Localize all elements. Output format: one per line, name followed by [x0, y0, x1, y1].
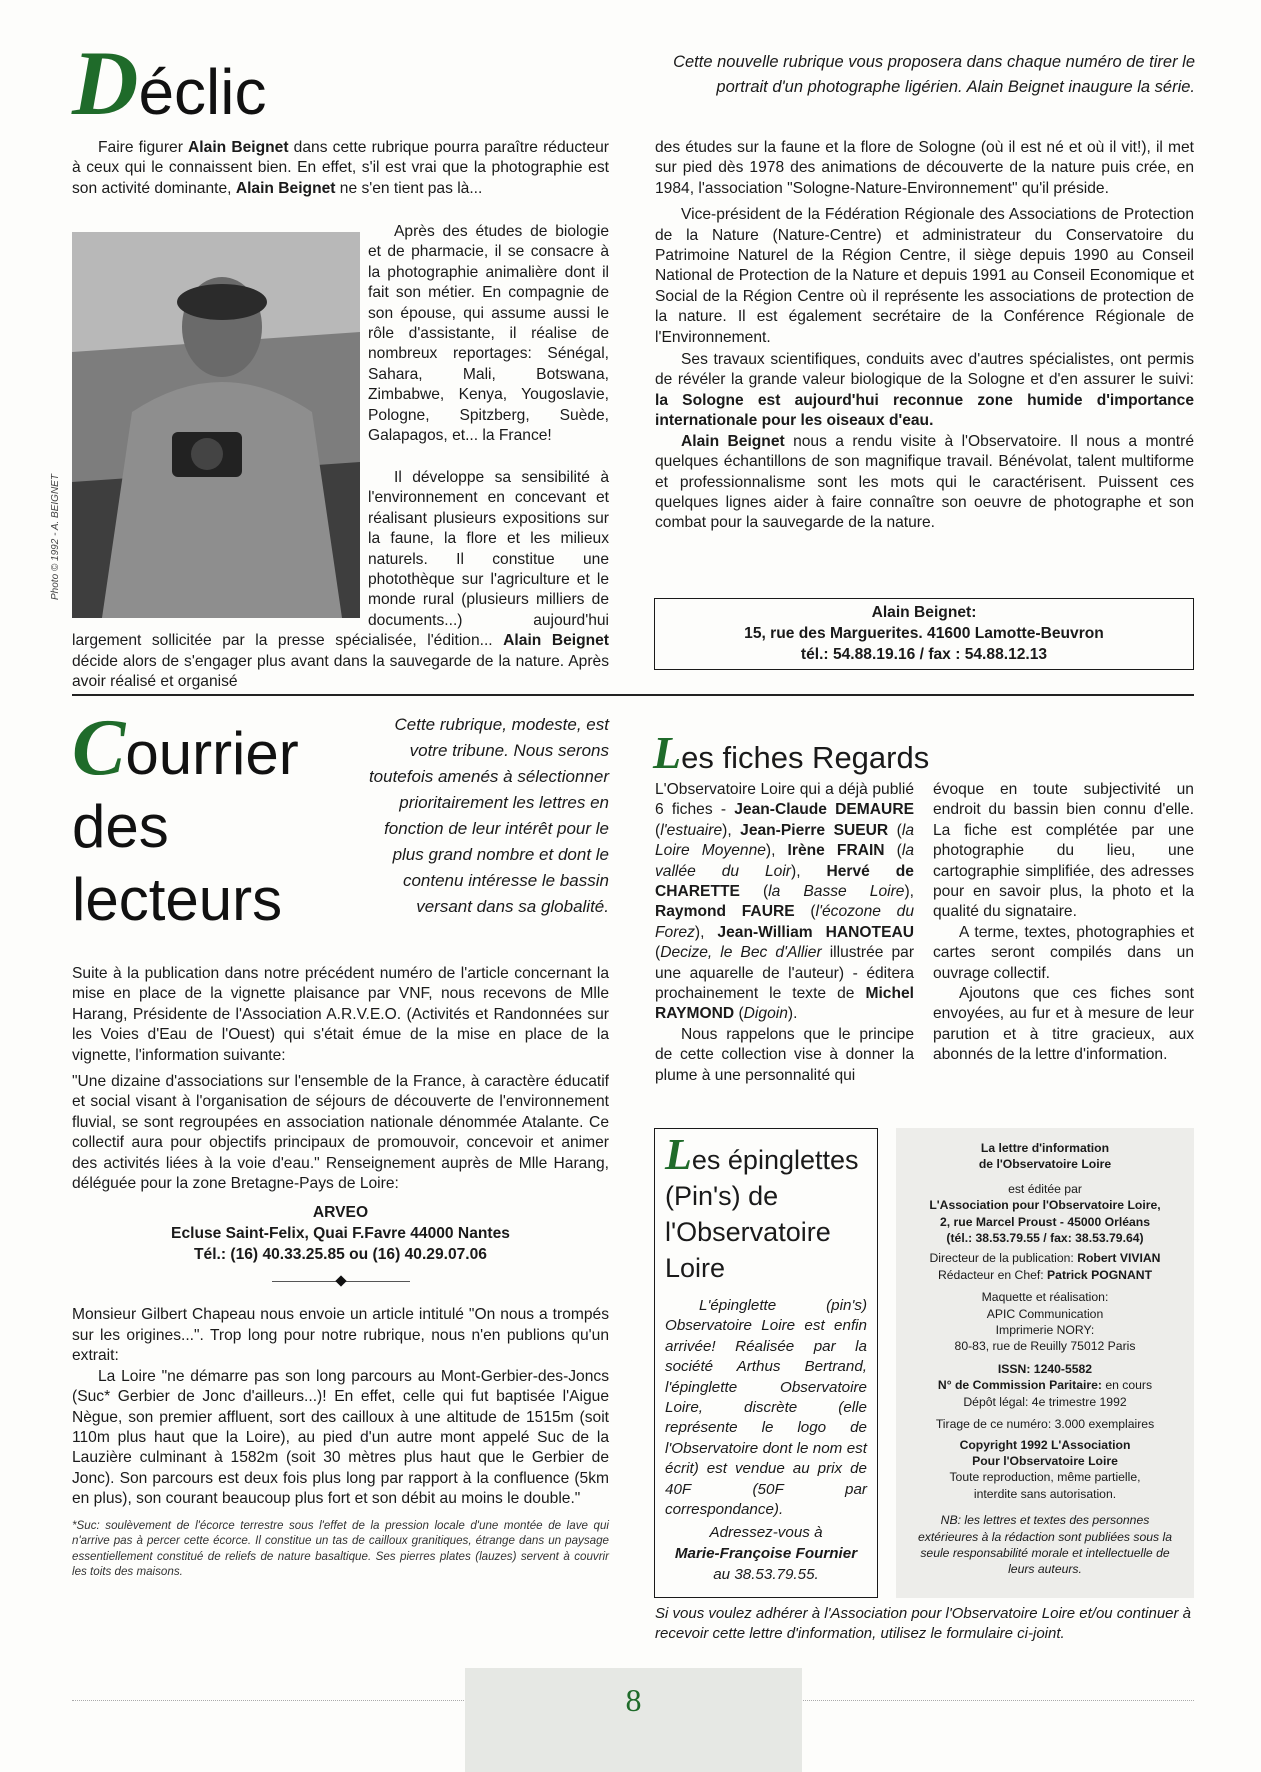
declic-p3-b: décide alors de s'engager plus avant dans la sauvegarde de la nature. Après avoir réalisé et organisé: [72, 652, 609, 691]
colophon-l4: L'Association pour l'Observatoire Loire,: [929, 1198, 1161, 1213]
fiches-col1-p1: [655, 780, 914, 1025]
colophon-l6: (tél.: 38.53.79.55 / fax: 38.53.79.64): [946, 1231, 1144, 1246]
fiches-col2-p2: A terme, textes, photographies et cartes seront compilés dans un ouvrage collectif.: [933, 923, 1194, 982]
text-run: (: [884, 842, 902, 860]
pins-contact-lead: Adressez-vous à: [709, 1524, 823, 1542]
courrier-body: [72, 964, 609, 1580]
colophon-l7: Directeur de la publication: Robert VIVIAN: [929, 1251, 1161, 1266]
ornament-divider: [72, 1269, 609, 1295]
colophon-l15: Dépôt légal: 4e trimestre 1992: [963, 1394, 1127, 1409]
colophon-l12: 80-83, rue de Reuilly 75012 Paris: [954, 1339, 1136, 1354]
colophon-l5: 2, rue Marcel Proust - 45000 Orléans: [940, 1214, 1150, 1229]
fiches-title: Les fiches Regards: [653, 727, 930, 778]
text-run: L'Observatoire Loire qui a déjà publié 6 fiches -: [655, 781, 914, 819]
text-run: ),: [722, 821, 741, 839]
declic-right-col: [655, 138, 1194, 534]
colophon-l10: APIC Communication: [986, 1306, 1104, 1321]
author-name: Michel RAYMOND: [655, 985, 914, 1023]
declic-r2: Vice-président de la Fédération Régionale des Associations de Protection de la Nature (Nature-Centre) et administrateur du Conservatoire du Patrimoine Naturel de la Région Centre, il siège depuis 1990 au Conseil National de Protection de la Nature et depuis 1991 au Conseil Economique et Social de la Région Centre où il représente les associations de protection de la nature. Il est également secrétaire de la Conférence Régionale de l'Environnement.: [655, 206, 1194, 346]
declic-title: [72, 32, 267, 134]
pins-title: Les épinglettes (Pin's) de l'Observatoire Loire: [665, 1130, 859, 1283]
pins-contact-tel: au 38.53.79.55.: [713, 1566, 819, 1584]
arveo-name: ARVEO: [312, 1204, 369, 1222]
place-name: Digoin: [743, 1005, 788, 1023]
declic-p1: Faire figurer Alain Beignet dans cette rubrique pourra paraître réducteur à ceux qui le connaissent bien. En effet, s'il est vrai que la photographie est son activité dominante, Alain Beignet ne s'en tient pas là...: [72, 139, 609, 197]
author-name: Irène FRAIN: [787, 842, 885, 860]
address-name: Alain Beignet:: [871, 604, 977, 621]
colophon: [896, 1128, 1194, 1598]
photo-credit: Photo © 1992 - A. BEIGNET: [50, 474, 61, 600]
pins-body: L'épinglette (pin's) Observatoire Loire est enfin arrivée! Réalisée par la société Arthus Bertrand, l'épinglette Observatoire Loire, discrète (elle représente le logo de l'Observatoire dont le nom est écrit) est vendue au prix de 40F (50F par correspondance).: [665, 1297, 867, 1519]
colophon-l16: Tirage de ce numéro: 3.000 exemplaires: [935, 1417, 1155, 1432]
text-run: illustrée par une aquarelle de l'auteur) - éditera prochainement le texte de: [655, 944, 915, 1003]
declic-address-box: [654, 598, 1194, 670]
fiches-dropcap: L: [653, 727, 682, 778]
text-run: (: [739, 883, 769, 901]
colophon-l1: La lettre d'information: [980, 1141, 1110, 1155]
colophon-nb: NB: les lettres et textes des personnes extérieures à la rédaction sont publiées sous la seule responsabilité morale et intellectuelle de leurs auteurs.: [917, 1513, 1173, 1577]
author-name: Jean-Claude DEMAURE: [734, 801, 914, 819]
fiches-col2: [933, 780, 1194, 1066]
courrier-title: Courrier des lecteurs: [72, 704, 299, 933]
text-run: (: [734, 1005, 744, 1023]
courrier-p2: "Une dizaine d'associations sur l'ensemble de la France, à caractère éducatif et social visant à l'organisation de séjours de découverte de l'environnement fluvial, se sont regroupées en association nationale dénommée Atalante. Ce collectif aura pour objectifs principaux de promouvoir, concevoir et animer des activités liées à la voie d'eau." Renseignement auprès de Mlle Harang, déléguée pour la zone Bretagne-Pays de Loire:: [72, 1073, 609, 1193]
text-run: ),: [904, 883, 914, 901]
text-run: (: [655, 821, 661, 839]
declic-dropcap: D: [72, 32, 139, 134]
courrier-intro: Cette rubrique, modeste, est votre tribune. Nous serons toutefois amenés à sélectionner prioritairement les lettres en fonction de leur intérêt pour le plus grand nombre et dont le contenu intéresse le bassin versant dans sa globalité.: [368, 715, 609, 916]
place-name: la Loire Moyenne: [655, 821, 914, 860]
colophon-l14: N° de Commission Paritaire: en cours: [937, 1378, 1153, 1393]
pins-contact-name: Marie-Françoise Fournier: [674, 1545, 858, 1563]
courrier-dropcap: C: [72, 704, 126, 792]
colophon-l11: Imprimerie NORY:: [995, 1323, 1095, 1338]
pins-dropcap: L: [665, 1130, 692, 1179]
declic-r3: Ses travaux scientifiques, conduits avec d'autres spécialistes, ont permis de révéler la grande valeur biologique de la Sologne et d'en assurer le suivi: la Sologne est aujourd'hui reconnue zone humide d'importance internationale pour les oiseaux d'eau.: [655, 351, 1194, 430]
section-divider: [72, 694, 1194, 696]
text-run: (: [794, 903, 816, 921]
footer-band: [465, 1668, 802, 1772]
courrier-p3: Monsieur Gilbert Chapeau nous envoie un article intitulé "On nous a trompés sur les origines...". Trop long pour notre rubrique, nous n'en publions qu'un extrait:: [72, 1306, 609, 1365]
declic-title-rest: éclic: [138, 56, 267, 128]
place-name: l'estuaire: [660, 821, 723, 839]
address-line: 15, rue des Marguerites. 41600 Lamotte-Beuvron: [744, 625, 1104, 642]
text-run: (: [655, 944, 661, 962]
colophon-l2: de l'Observatoire Loire: [978, 1157, 1112, 1172]
colophon-l18: Pour l'Observatoire Loire: [972, 1453, 1118, 1468]
colophon-l13: ISSN: 1240-5582: [997, 1361, 1093, 1376]
place-name: Decize, le Bec d'Allier: [660, 944, 822, 962]
fiches-col1-p2: Nous rappelons que le principe de cette collection vise à donner la plume à une personnalité qui: [655, 1025, 914, 1084]
colophon-l20: interdite sans autorisation.: [973, 1486, 1117, 1501]
colophon-l3: est éditée par: [1008, 1181, 1082, 1196]
place-name: l'écozone du Forez: [655, 903, 915, 941]
fiches-col2-p1: évoque en toute subjectivité un endroit du bassin bien connu d'elle. La fiche est complétée par une photographie du lieu, une cartographie simplifiée, des adresses pour en savoir plus, la photo et la qualité du signataire.: [933, 781, 1194, 921]
text-run: ),: [765, 842, 788, 860]
declic-p3-a: Il développe sa sensibilité à l'environnement en concevant et réalisant plusieurs expositions sur la faune, la flore et les milieux naturels. Il constitue une photothèque sur l'agriculture et le monde rural (plusieurs milliers de documents...) aujourd'hui largement sollicitée par la presse spécialisée, l'édition...: [72, 469, 609, 650]
declic-intro: Cette nouvelle rubrique vous proposera dans chaque numéro de tirer le portrait d'un photographe ligérien. Alain Beignet inaugure la série.: [673, 53, 1195, 96]
declic-r4: Alain Beignet nous a rendu visite à l'Observatoire. Il nous a montré quelques échantillons de son magnifique travail. Bénévolat, talent multiforme et professionnalisme sont les mots qui le caractérisent. Puissent ces quelques lignes aider à faire connaître son oeuvre de photographe et son combat pour la sauvegarde de la nature.: [655, 432, 1194, 532]
courrier-p1: Suite à la publication dans notre précédent numéro de l'article concernant la mise en place de la vignette plaisance par VNF, nous recevons de Mlle Harang, Présidente de l'Association A.R.V.E.O. (Activités et Randonnées sur les Voies d'Eau de l'Ouest) qui s'était émue de la mise en place de la vignette, l'information suivante:: [72, 965, 609, 1064]
author-name: Hervé de CHARETTE: [655, 862, 914, 901]
declic-p3-wrap: Il développe sa sensibilité à l'environnement en concevant et réalisant plusieurs expositions sur la faune, la flore et les milieux naturels. Il constitue une photothèque sur l'agriculture et le monde rural (plusieurs milliers de documents...) aujourd'hui largement sollicitée par la presse spécialisée, l'édition... Alain Beignet décide alors de s'engager plus avant dans la sauvegarde de la nature. Après avoir réalisé et organisé: [72, 469, 610, 691]
colophon-l9: Maquette et réalisation:: [981, 1290, 1109, 1305]
colophon-l19: Toute reproduction, même partielle,: [949, 1470, 1141, 1485]
author-name: Raymond FAURE: [655, 903, 795, 921]
courrier-p4: La Loire "ne démarre pas son long parcours au Mont-Gerbier-des-Joncs (Suc* Gerbier de Jonc d'ailleurs...)! En effet, celle qui fut baptisée l'Aigue Nègue, son premier affluent, sort des cailloux à une altitude de 1515m (soit 110m plus haut que la Loire), au pied d'un autre mont appelé Suc de la Lauzière culminant à 1582m (soit 30 mètres plus haut que le Gerbier de Jonc). Son parcours est deux fois plus long par rapport à la confluence (5km en plus), son courant beaucoup plus fort et son débit au moins le double.": [72, 1367, 609, 1508]
page-number: 8: [625, 1682, 642, 1718]
arveo-addr: Ecluse Saint-Felix, Quai F.Favre 44000 Nantes: [171, 1225, 510, 1243]
arveo-tel: Tél.: (16) 40.33.25.85 ou (16) 40.29.07.06: [194, 1246, 487, 1264]
colophon-l8: Rédacteur en Chef: Patrick POGNANT: [937, 1267, 1153, 1282]
fiches-col1: [655, 780, 914, 1086]
text-run: (: [888, 821, 902, 839]
place-name: la vallée du Loir: [655, 842, 914, 880]
declic-r1: des études sur la faune et la flore de Sologne (où il est né et où il vit!), il met sur pied dès 1978 des animations de découverte de la nature puis crée, en 1984, l'association "Sologne-Nature-Environnement" qu'il préside.: [655, 139, 1194, 197]
place-name: la Basse Loire: [768, 883, 905, 901]
author-name: Jean-Pierre SUEUR: [740, 821, 889, 839]
text-run: ),: [791, 862, 827, 880]
pins-box: [654, 1128, 878, 1598]
author-name: Jean-William HANOTEAU: [717, 923, 914, 941]
courrier-footnote: *Suc: soulèvement de l'écorce terrestre sous l'effet de la pression locale d'une montée de lave qui n'arrive pas à percer cette écorce. Il constitue un tas de cailloux granitiques, étrange dans un paysage essentiellement constitué de reliefs de nature basaltique. Ses pierres plates (lauzes) servent à couvrir les toits des maisons.: [72, 1518, 609, 1579]
colophon-l17: Copyright 1992 L'Association: [959, 1437, 1131, 1452]
declic-p2: Après des études de biologie et de pharmacie, il se consacre à la photographie animalière dont il fait son métier. En compagnie de son épouse, qui assume aussi le rôle d'assistante, il réalise de nombreux reportages: Sénégal, Sahara, Mali, Botswana, Zimbabwe, Kenya, Yougoslavie, Pologne, Spitzberg, Suède, Galapagos, et... la France!: [368, 223, 609, 445]
text-run: ),: [694, 923, 718, 941]
text-run: ).: [787, 1005, 798, 1023]
adhesion-note: Si vous voulez adhérer à l'Association pour l'Observatoire Loire et/ou continuer à recevoir cette lettre d'information, utilisez le formulaire ci-joint.: [655, 1605, 1192, 1642]
fiches-col2-p3: Ajoutons que ces fiches sont envoyées, au fur et à mesure de leur parution et à titre gracieux, aux abonnés de la lettre d'information.: [933, 985, 1194, 1064]
address-tel: tél.: 54.88.19.16 / fax : 54.88.12.13: [800, 646, 1048, 663]
